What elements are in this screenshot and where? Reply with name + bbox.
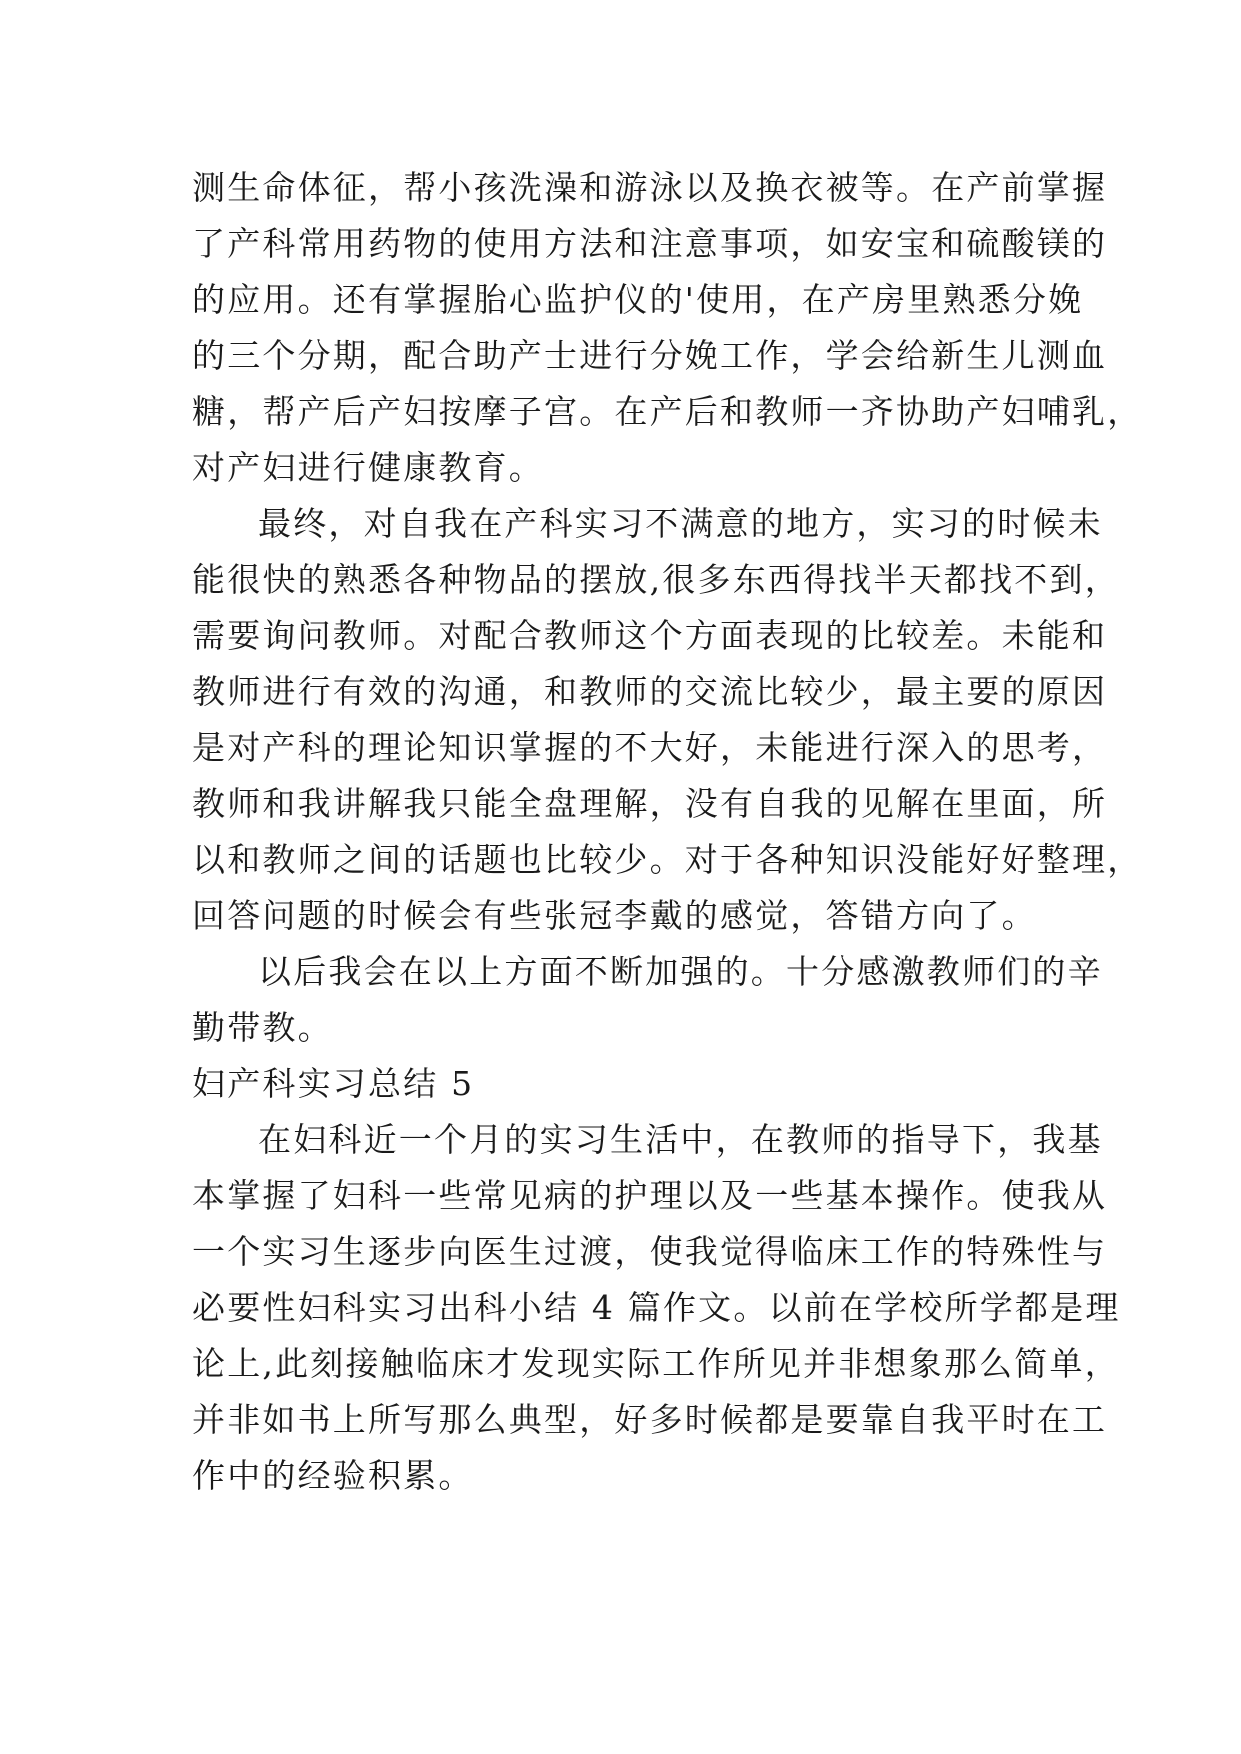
- text-line: 对产妇进行健康教育。: [192, 448, 544, 487]
- text-line: 能很快的熟悉各种物品的摆放,很多东西得找半天都找不到，: [192, 560, 1120, 599]
- text-line: 回答问题的时候会有些张冠李戴的感觉，答错方向了。: [192, 896, 1037, 935]
- text-line: 作中的经验积累。: [192, 1456, 474, 1495]
- text-line: 教师进行有效的沟通，和教师的交流比较少，最主要的原因: [192, 672, 1108, 711]
- text-line: 的三个分期，配合助产士进行分娩工作，学会给新生儿测血: [192, 336, 1108, 375]
- text-line: 勤带教。: [192, 1008, 333, 1047]
- text-line: 糖，帮产后产妇按摩子宫。在产后和教师一齐协助产妇哺乳，: [192, 392, 1143, 431]
- paragraph-start-line: 以后我会在以上方面不断加强的。十分感激教师们的辛: [258, 952, 1103, 991]
- document-body: [192, 160, 1143, 1504]
- section-heading: 妇产科实习总结 5: [192, 1064, 475, 1103]
- paragraph-start-line: 在妇科近一个月的实习生活中，在教师的指导下，我基: [258, 1120, 1103, 1159]
- text-line: 一个实习生逐步向医生过渡，使我觉得临床工作的特殊性与: [192, 1232, 1108, 1271]
- paragraph-start-line: 最终，对自我在产科实习不满意的地方，实习的时候未: [258, 504, 1103, 543]
- text-line: 并非如书上所写那么典型，好多时候都是要靠自我平时在工: [192, 1400, 1108, 1439]
- text-line: 测生命体征，帮小孩洗澡和游泳以及换衣被等。在产前掌握: [192, 168, 1108, 207]
- text-line: 教师和我讲解我只能全盘理解，没有自我的见解在里面，所: [192, 784, 1108, 823]
- text-line: 是对产科的理论知识掌握的不大好，未能进行深入的思考，: [192, 728, 1108, 767]
- text-line: 了产科常用药物的使用方法和注意事项，如安宝和硫酸镁的: [192, 224, 1108, 263]
- text-line: 本掌握了妇科一些常见病的护理以及一些基本操作。使我从: [192, 1176, 1108, 1215]
- text-line: 的应用。还有掌握胎心监护仪的'使用，在产房里熟悉分娩: [192, 280, 1084, 319]
- text-line: 论上,此刻接触临床才发现实际工作所见并非想象那么简单，: [192, 1344, 1120, 1383]
- text-line: 需要询问教师。对配合教师这个方面表现的比较差。未能和: [192, 616, 1108, 655]
- text-line: 以和教师之间的话题也比较少。对于各种知识没能好好整理，: [192, 840, 1143, 879]
- text-line: 必要性妇科实习出科小结 4 篇作文。以前在学校所学都是理: [192, 1288, 1121, 1327]
